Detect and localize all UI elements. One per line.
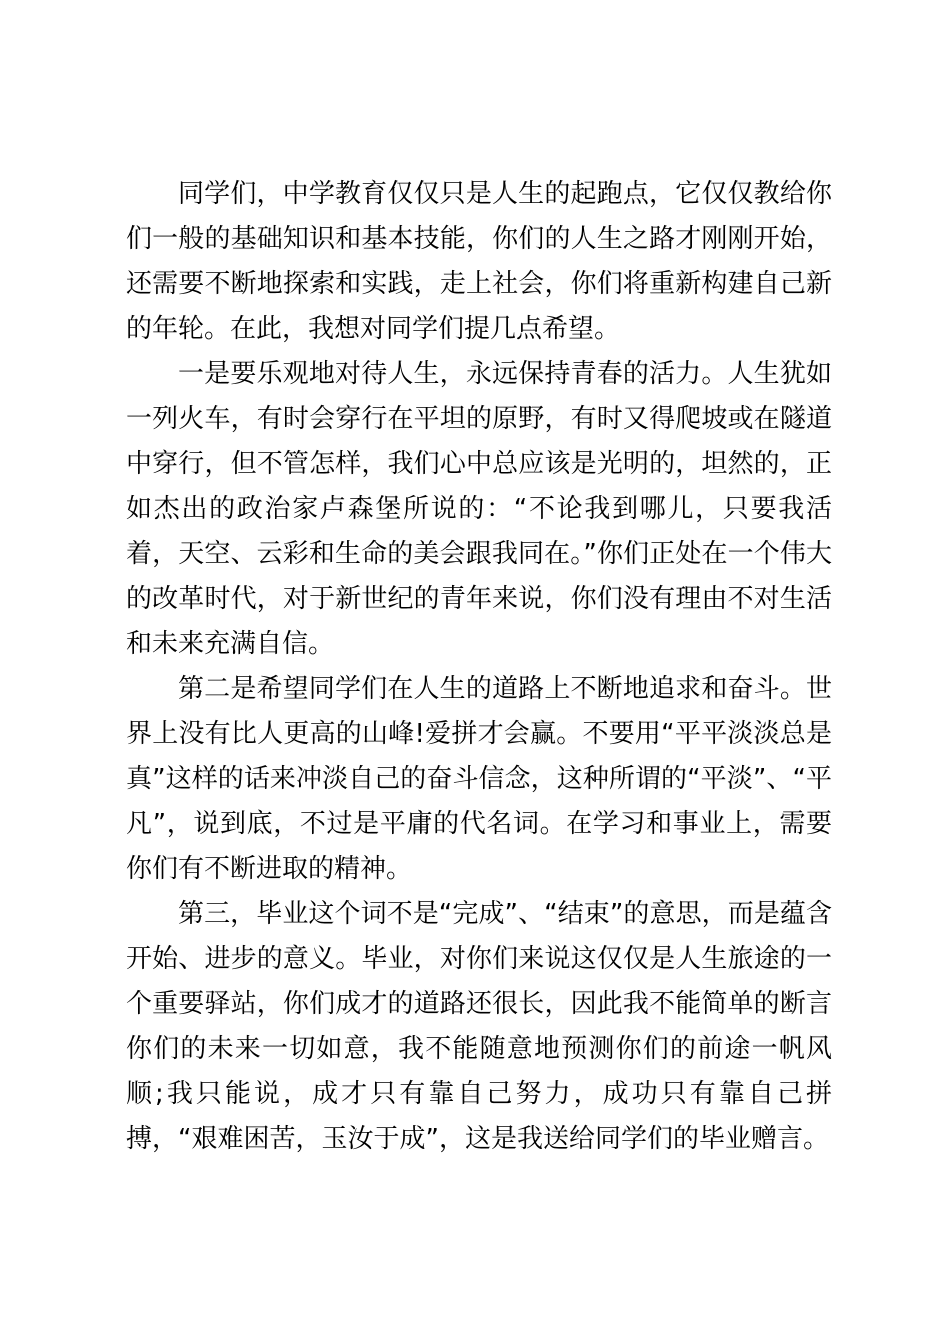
paragraph-optimism: 一是要乐观地对待人生，永远保持青春的活力。人生犹如一列火车，有时会穿行在平坦的原野，有时又得爬坡或在隧道中穿行，但不管怎样，我们心中总应该是光明的，坦然的，正如杰出的政治家卢森堡所说的：“不论我到哪儿，只要我活着，天空、云彩和生命的美会跟我同在。”你们正处在一个伟大的改革时代，对于新世纪的青年来说，你们没有理由不对生活和未来充满自信。 — [126, 359, 832, 659]
document-body — [126, 172, 832, 1162]
paragraph-intro: 同学们，中学教育仅仅只是人生的起跑点，它仅仅教给你们一般的基础知识和基本技能，你们的人生之路才刚刚开始，还需要不断地探索和实践，走上社会，你们将重新构建自己新的年轮。在此，我想对同学们提几点希望。 — [126, 179, 832, 344]
paragraph-striving: 第二是希望同学们在人生的道路上不断地追求和奋斗。世界上没有比人更高的山峰!爱拼才会赢。不要用“平平淡淡总是真”这样的话来冲淡自己的奋斗信念，这种所谓的“平淡”、“平凡”，说到底，不过是平庸的代名词。在学习和事业上，需要你们有不断进取的精神。 — [126, 674, 832, 884]
paragraph-graduation: 第三，毕业这个词不是“完成”、“结束”的意思，而是蕴含开始、进步的意义。毕业，对你们来说这仅仅是人生旅途的一个重要驿站，你们成才的道路还很长，因此我不能简单的断言你们的未来一切如意，我不能随意地预测你们的前途一帆风顺;我只能说，成才只有靠自己努力，成功只有靠自己拼搏，“艰难困苦，玉汝于成”，这是我送给同学们的毕业赠言。 — [126, 899, 832, 1154]
